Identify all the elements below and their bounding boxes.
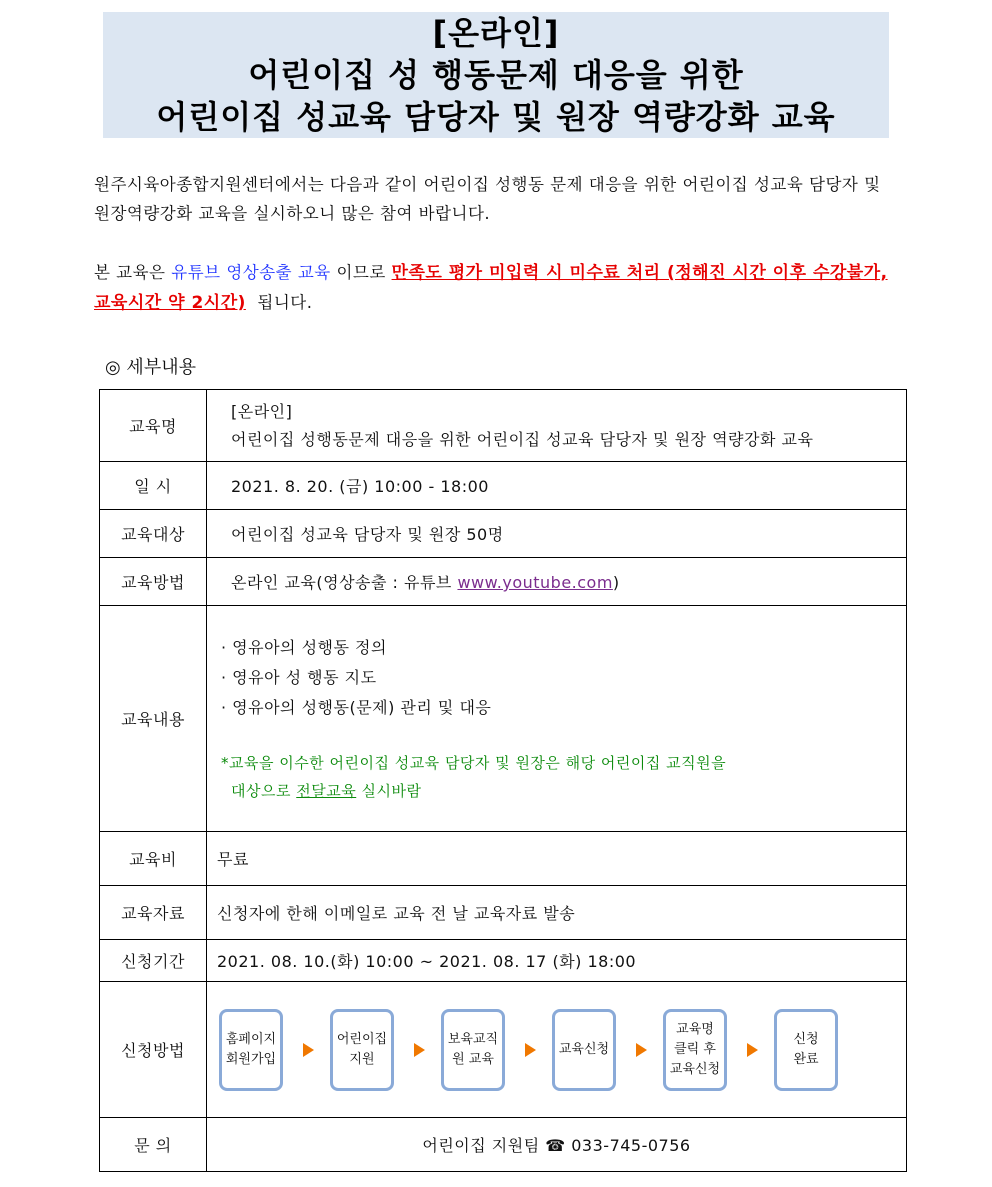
target-label: 교육대상 [100, 510, 207, 558]
apply-step-line: 교육신청 [558, 1041, 610, 1057]
fee-value: 무료 [207, 832, 907, 886]
apply-step-label [226, 1030, 276, 1070]
arrow-right-icon [414, 1043, 425, 1057]
name-value [207, 390, 907, 462]
apply-step [663, 1009, 727, 1091]
row-material [100, 886, 907, 940]
apply-steps-cell [207, 982, 907, 1118]
arrow-right-icon [303, 1043, 314, 1057]
arrow-right-icon [747, 1043, 758, 1057]
apply-steps [207, 1009, 906, 1091]
apply-label: 신청방법 [100, 982, 207, 1118]
method-prefix: 온라인 교육(영상송출 : 유튜브 [231, 573, 452, 592]
notice-paragraph [94, 258, 900, 318]
row-apply [100, 982, 907, 1118]
apply-step [219, 1009, 283, 1091]
contact-value: 어린이집 지원팀 ☎ 033-745-0756 [207, 1118, 907, 1172]
row-content [100, 606, 907, 832]
date-label: 일 시 [100, 462, 207, 510]
apply-step-line: 교육신청 [669, 1061, 721, 1077]
date-value: 2021. 8. 20. (금) 10:00 - 18:00 [207, 462, 907, 510]
note-underlined: 전달교육 [296, 781, 357, 800]
apply-step-line: 원 교육 [452, 1051, 494, 1067]
material-label: 교육자료 [100, 886, 207, 940]
apply-step-line: 클릭 후 [674, 1041, 716, 1057]
apply-step-line: 교육명 [676, 1021, 714, 1037]
content-item: · 영유아 성 행동 지도 [221, 667, 377, 687]
row-method [100, 558, 907, 606]
apply-step-line: 신청 [793, 1031, 819, 1047]
notice-blue-text: 유튜브 영상송출 교육 [171, 263, 331, 282]
material-value: 신청자에 한해 이메일로 교육 전 날 교육자료 발송 [207, 886, 907, 940]
apply-step-line: 어린이집 [336, 1031, 388, 1047]
apply-step-line: 보육교직 [447, 1031, 499, 1047]
apply-step [441, 1009, 505, 1091]
intro-paragraph: 원주시육아종합지원센터에서는 다음과 같이 어린이집 성행동 문제 대응을 위한 어린이집 성교육 담당자 및 원장역량강화 교육을 실시하오니 많은 참여 바랍니다. [94, 175, 881, 223]
method-value [207, 558, 907, 606]
content-value [207, 606, 907, 832]
title-banner [103, 12, 889, 138]
apply-step [552, 1009, 616, 1091]
target-value: 어린이집 성교육 담당자 및 원장 50명 [207, 510, 907, 558]
apply-step-line: 홈페이지 [225, 1031, 277, 1047]
note-prefix: 대상으로 [231, 781, 291, 800]
arrow-right-icon [636, 1043, 647, 1057]
notice-red-text: 만족도 평가 미입력 시 미수료 처리 (정해진 시간 이후 수강불가, 교육시간 약 2시간) [94, 263, 888, 313]
apply-step-label [670, 1020, 720, 1080]
fee-label: 교육비 [100, 832, 207, 886]
period-value: 2021. 08. 10.(화) 10:00 ~ 2021. 08. 17 (화) 18:00 [207, 940, 907, 982]
row-name [100, 390, 907, 462]
row-target [100, 510, 907, 558]
content-note [221, 749, 906, 805]
content-label: 교육내용 [100, 606, 207, 832]
period-label: 신청기간 [100, 940, 207, 982]
row-period [100, 940, 907, 982]
content-list [221, 633, 906, 723]
arrow-right-icon [525, 1043, 536, 1057]
row-fee [100, 832, 907, 886]
apply-step-label [337, 1030, 387, 1070]
notice-mid: 이므로 [336, 263, 386, 282]
name-line-2: 어린이집 성행동문제 대응을 위한 어린이집 성교육 담당자 및 원장 역량강화 교육 [231, 429, 814, 449]
apply-step-line: 회원가입 [225, 1051, 277, 1067]
method-suffix: ) [612, 573, 620, 592]
apply-step [774, 1009, 838, 1091]
method-label: 교육방법 [100, 558, 207, 606]
contact-label: 문 의 [100, 1118, 207, 1172]
apply-step-line: 완료 [793, 1051, 819, 1067]
content-item: · 영유아의 성행동(문제) 관리 및 대응 [221, 697, 492, 717]
title-line-2: 어린이집 성 행동문제 대응을 위한 [248, 56, 744, 94]
row-contact [100, 1118, 907, 1172]
title-line-3: 어린이집 성교육 담당자 및 원장 역량강화 교육 [156, 98, 836, 136]
apply-step-label [559, 1040, 609, 1060]
note-suffix: 실시바람 [361, 781, 422, 800]
details-table [99, 389, 907, 1172]
name-label: 교육명 [100, 390, 207, 462]
apply-step-line: 지원 [349, 1051, 375, 1067]
row-date [100, 462, 907, 510]
apply-step-label [793, 1030, 818, 1070]
apply-step [330, 1009, 394, 1091]
title-line-1: [온라인] [432, 14, 560, 52]
youtube-link[interactable]: www.youtube.com [457, 573, 613, 592]
notice-prefix: 본 교육은 [94, 263, 166, 282]
content-note-line-1: *교육을 이수한 어린이집 성교육 담당자 및 원장은 해당 어린이집 교직원을 [221, 753, 727, 772]
notice-suffix: 됩니다. [257, 293, 313, 312]
apply-step-label [448, 1030, 498, 1070]
section-title: ◎ 세부내용 [105, 357, 196, 378]
content-item: · 영유아의 성행동 정의 [221, 637, 387, 657]
content-note-line-2 [221, 777, 906, 805]
name-line-1: [온라인] [231, 401, 293, 421]
